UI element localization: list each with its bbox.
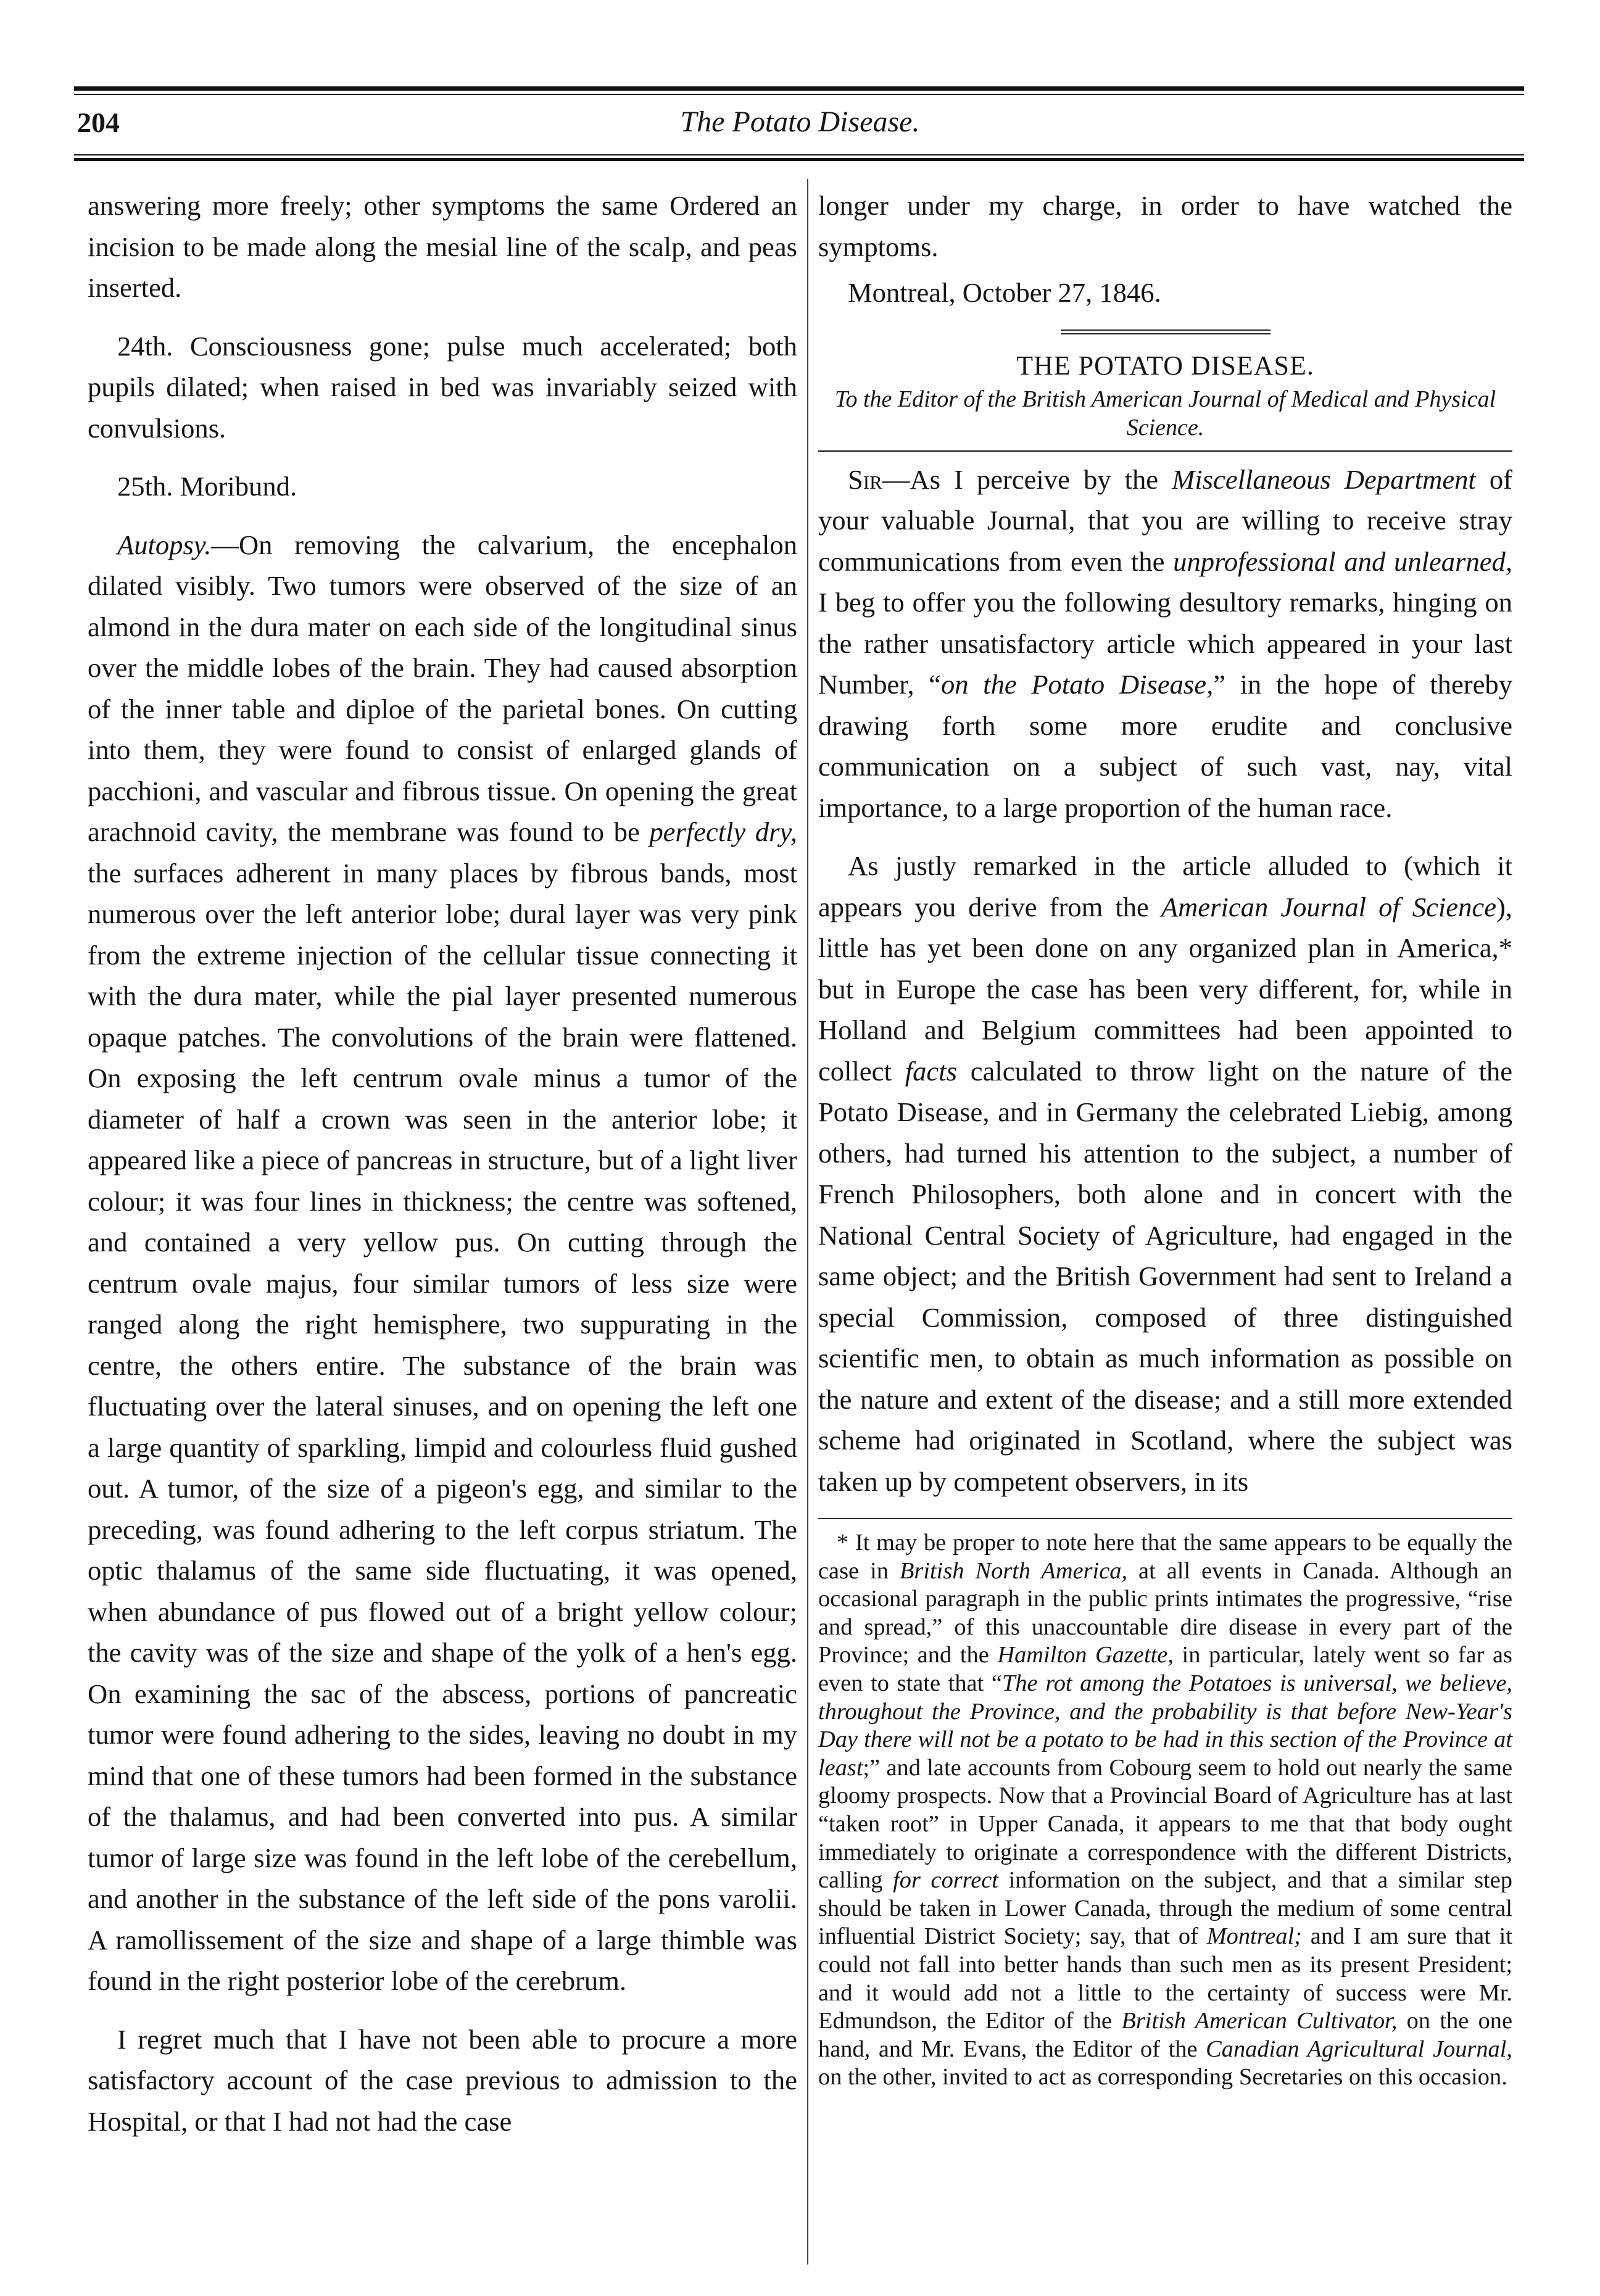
p2-emphasis-2: facts: [905, 1055, 957, 1087]
p2-emphasis-1: American Journal of Science: [1161, 891, 1496, 922]
top-rule-thick: [74, 86, 1524, 91]
footnote-emphasis-4: for correct: [893, 1867, 998, 1894]
footnote: [818, 1529, 1512, 2092]
left-paragraph-1: answering more freely; other symptoms the same Ordered an incision to be made along the mesial line of the scalp, and peas inserted.: [88, 190, 797, 303]
article-separator: [1061, 329, 1270, 334]
header-bottom-rule-thick: [74, 158, 1524, 161]
letter-paragraph-1: [818, 459, 1512, 829]
running-title: The Potato Disease.: [680, 106, 920, 138]
autopsy-paragraph: [88, 524, 797, 2002]
right-paragraph-continued: longer under my charge, in order to have watched the symptoms.: [818, 190, 1512, 262]
footnote-emphasis-6: British American Cultivator,: [1121, 2008, 1398, 2034]
letter-text-c: I beg to offer you the following desultory remarks, hinging on the rather unsatisfactory article which appeared in your last Number, “: [818, 587, 1512, 700]
letter-emphasis-3: on the Potato Disease,: [940, 669, 1214, 700]
article-heading: THE POTATO DISEASE.: [1016, 350, 1314, 381]
footnote-text-h: on the other, invited to act as corresponding Secretaries on this occasion.: [818, 2064, 1507, 2091]
heading-underline: [818, 450, 1512, 452]
p2-text-c: calculated to throw light on the nature of the Potato Disease, and in Germany the celebrated Liebig, among others, had turned his attention to the subject, a number of French Philosophers, both alone and in concert with the National Central Society of Agriculture, had engaged in the same object; and the British Government had sent to Ireland a special Commission, composed of three distinguished scientific men, to obtain as much information as possible on the nature and extent of the disease; and a still more extended scheme had originated in Scotland, where the subject was taken up by competent observers, in its: [818, 1055, 1512, 1497]
left-paragraph-24th: 24th. Consciousness gone; pulse much accelerated; both pupils dilated; when raised in bed was invariably seized with convulsions.: [88, 330, 797, 444]
footnote-text-e: information on the subject, and that a similar step should be taken in Lower Canada, through the medium of some central influential District Society; say, that of: [818, 1867, 1513, 1950]
top-rule-thin: [74, 94, 1524, 95]
footnote-text-d: ;” and late accounts from Cobourg seem to hold out nearly the same gloomy prospects. Now that a Provincial Board of Agriculture has at last “taken root” in Upper Canada, it appears to me that that body ought immediately to originate a correspondence with the different Districts, calling: [818, 1754, 1512, 1894]
footnote-separator: [818, 1518, 1512, 1519]
p2-text-a: As justly remarked in the article alluded to (which it appears you derive from the: [818, 850, 1512, 922]
footnote-emphasis-3: The rot among the Potatoes is universal, we believe, throughout the Province, and the probability is that before New-Year's Day there will not be a potato to be had in this section of the Province at least: [818, 1670, 1512, 1781]
footnote-text-c: in particular, lately went so far as even to state that “: [818, 1642, 1512, 1696]
autopsy-label: Autopsy.: [117, 529, 212, 560]
left-column: [88, 185, 797, 2142]
autopsy-emphasis: perfectly dry,: [649, 816, 797, 847]
footnote-emphasis-7: Canadian Agricultural Journal,: [1206, 2036, 1512, 2062]
footnote-text-a: * It may be proper to note here that the same appears to be equally the case in: [818, 1530, 1512, 1584]
footnote-text-b: at all events in Canada. Although an occasional paragraph in the public prints intimates the progressive, “rise and spread,” of this unaccountable dire disease in every part of the Province; and the: [818, 1557, 1512, 1668]
letter-salutation: Sir: [848, 463, 882, 495]
right-column: [818, 185, 1512, 2092]
footnote-emphasis-1: British North America,: [899, 1557, 1128, 1584]
article-dedication: To the Editor of the British American Journal of Medical and Physical Science.: [834, 386, 1496, 441]
letter-text-a: —As I perceive by the: [882, 463, 1172, 495]
letter-text-d: ” in the hope of thereby drawing forth some more erudite and conclusive communication on a subject of such vast, nay, vital importance, to a large proportion of the human race.: [818, 669, 1512, 823]
footnote-emphasis-5: Montreal;: [1206, 1923, 1302, 1950]
letter-paragraph-2: [818, 845, 1512, 1502]
p2-text-b: ), little has yet been done on any organized plan in America,* but in Europe the case has been very different, for, while in Holland and Belgium committees had been appointed to collect: [818, 891, 1512, 1087]
dateline: Montreal, October 27, 1846.: [848, 277, 1161, 308]
left-paragraph-regret: I regret much that I have not been able to procure a more satisfactory account of the case previous to admission to the Hospital, or that I had not had the case: [88, 2023, 797, 2137]
page-number: 204: [77, 107, 120, 138]
autopsy-text-b: the surfaces adherent in many places by fibrous bands, most numerous over the left anterior lobe; dural layer was very pink from the extreme injection of the cellular tissue connecting it with the dura mater, while the pial layer presented numerous opaque patches. The convolutions of the brain were flattened. On exposing the left centrum ovale minus a tumor of the diameter of half a crown was seen in the anterior lobe; it appeared like a piece of pancreas in structure, but of a light liver colour; it was four lines in thickness; the centre was softened, and contained a very yellow pus. On cutting through the centrum ovale majus, four similar tumors of less size were ranged along the right hemisphere, two suppurating in the centre, the others entire. The substance of the brain was fluctuating over the lateral sinuses, and on opening the left one a large quantity of sparkling, limpid and colourless fluid gushed out. A tumor, of the size of a pigeon's egg, and similar to the preceding, was found adhering to the left corpus striatum. The optic thalamus of the same side fluctuating, it was opened, when abundance of pus flowed out of a bright yellow colour; the cavity was of the size and shape of the yolk of a hen's egg. On examining the sac of the abscess, portions of pancreatic tumor were found adhering to the sides, leaving no doubt in my mind that one of these tumors had been formed in the substance of the thalamus, and had been converted into pus. A similar tumor of large size was found in the left lobe of the cerebellum, and another in the substance of the left side of the pons varolii. A ramollissement of the size and shape of a large thimble was found in the right posterior lobe of the cerebrum.: [88, 857, 797, 1996]
letter-emphasis-2: unprofessional and unlearned,: [1173, 545, 1512, 577]
letter-text-b: of your valuable Journal, that you are willing to receive stray communications from even the: [818, 463, 1512, 577]
footnote-text-f: and I am sure that it could not fall into better hands than such men as its present President; and it would add not a little to the certainty of success were Mr. Edmundson, the Editor of the: [818, 1923, 1513, 2034]
column-separator: [807, 179, 808, 2265]
autopsy-text-a: —On removing the calvarium, the encephalon dilated visibly. Two tumors were observed of the size of an almond in the dura mater on each side of the longitudinal sinus over the middle lobes of the brain. They had caused absorption of the inner table and diploe of the parietal bones. On cutting into them, they were found to consist of enlarged glands of pacchioni, and vascular and fibrous tissue. On opening the great arachnoid cavity, the membrane was found to be: [88, 529, 797, 847]
left-paragraph-25th: 25th. Moribund.: [117, 471, 297, 502]
header-bottom-rule-thin: [74, 154, 1524, 155]
letter-emphasis-1: Miscellaneous Department: [1172, 463, 1476, 495]
footnote-emphasis-2: Hamilton Gazette,: [997, 1642, 1174, 1668]
footnote-text-g: on the one hand, and Mr. Evans, the Editor of the: [818, 2008, 1513, 2062]
